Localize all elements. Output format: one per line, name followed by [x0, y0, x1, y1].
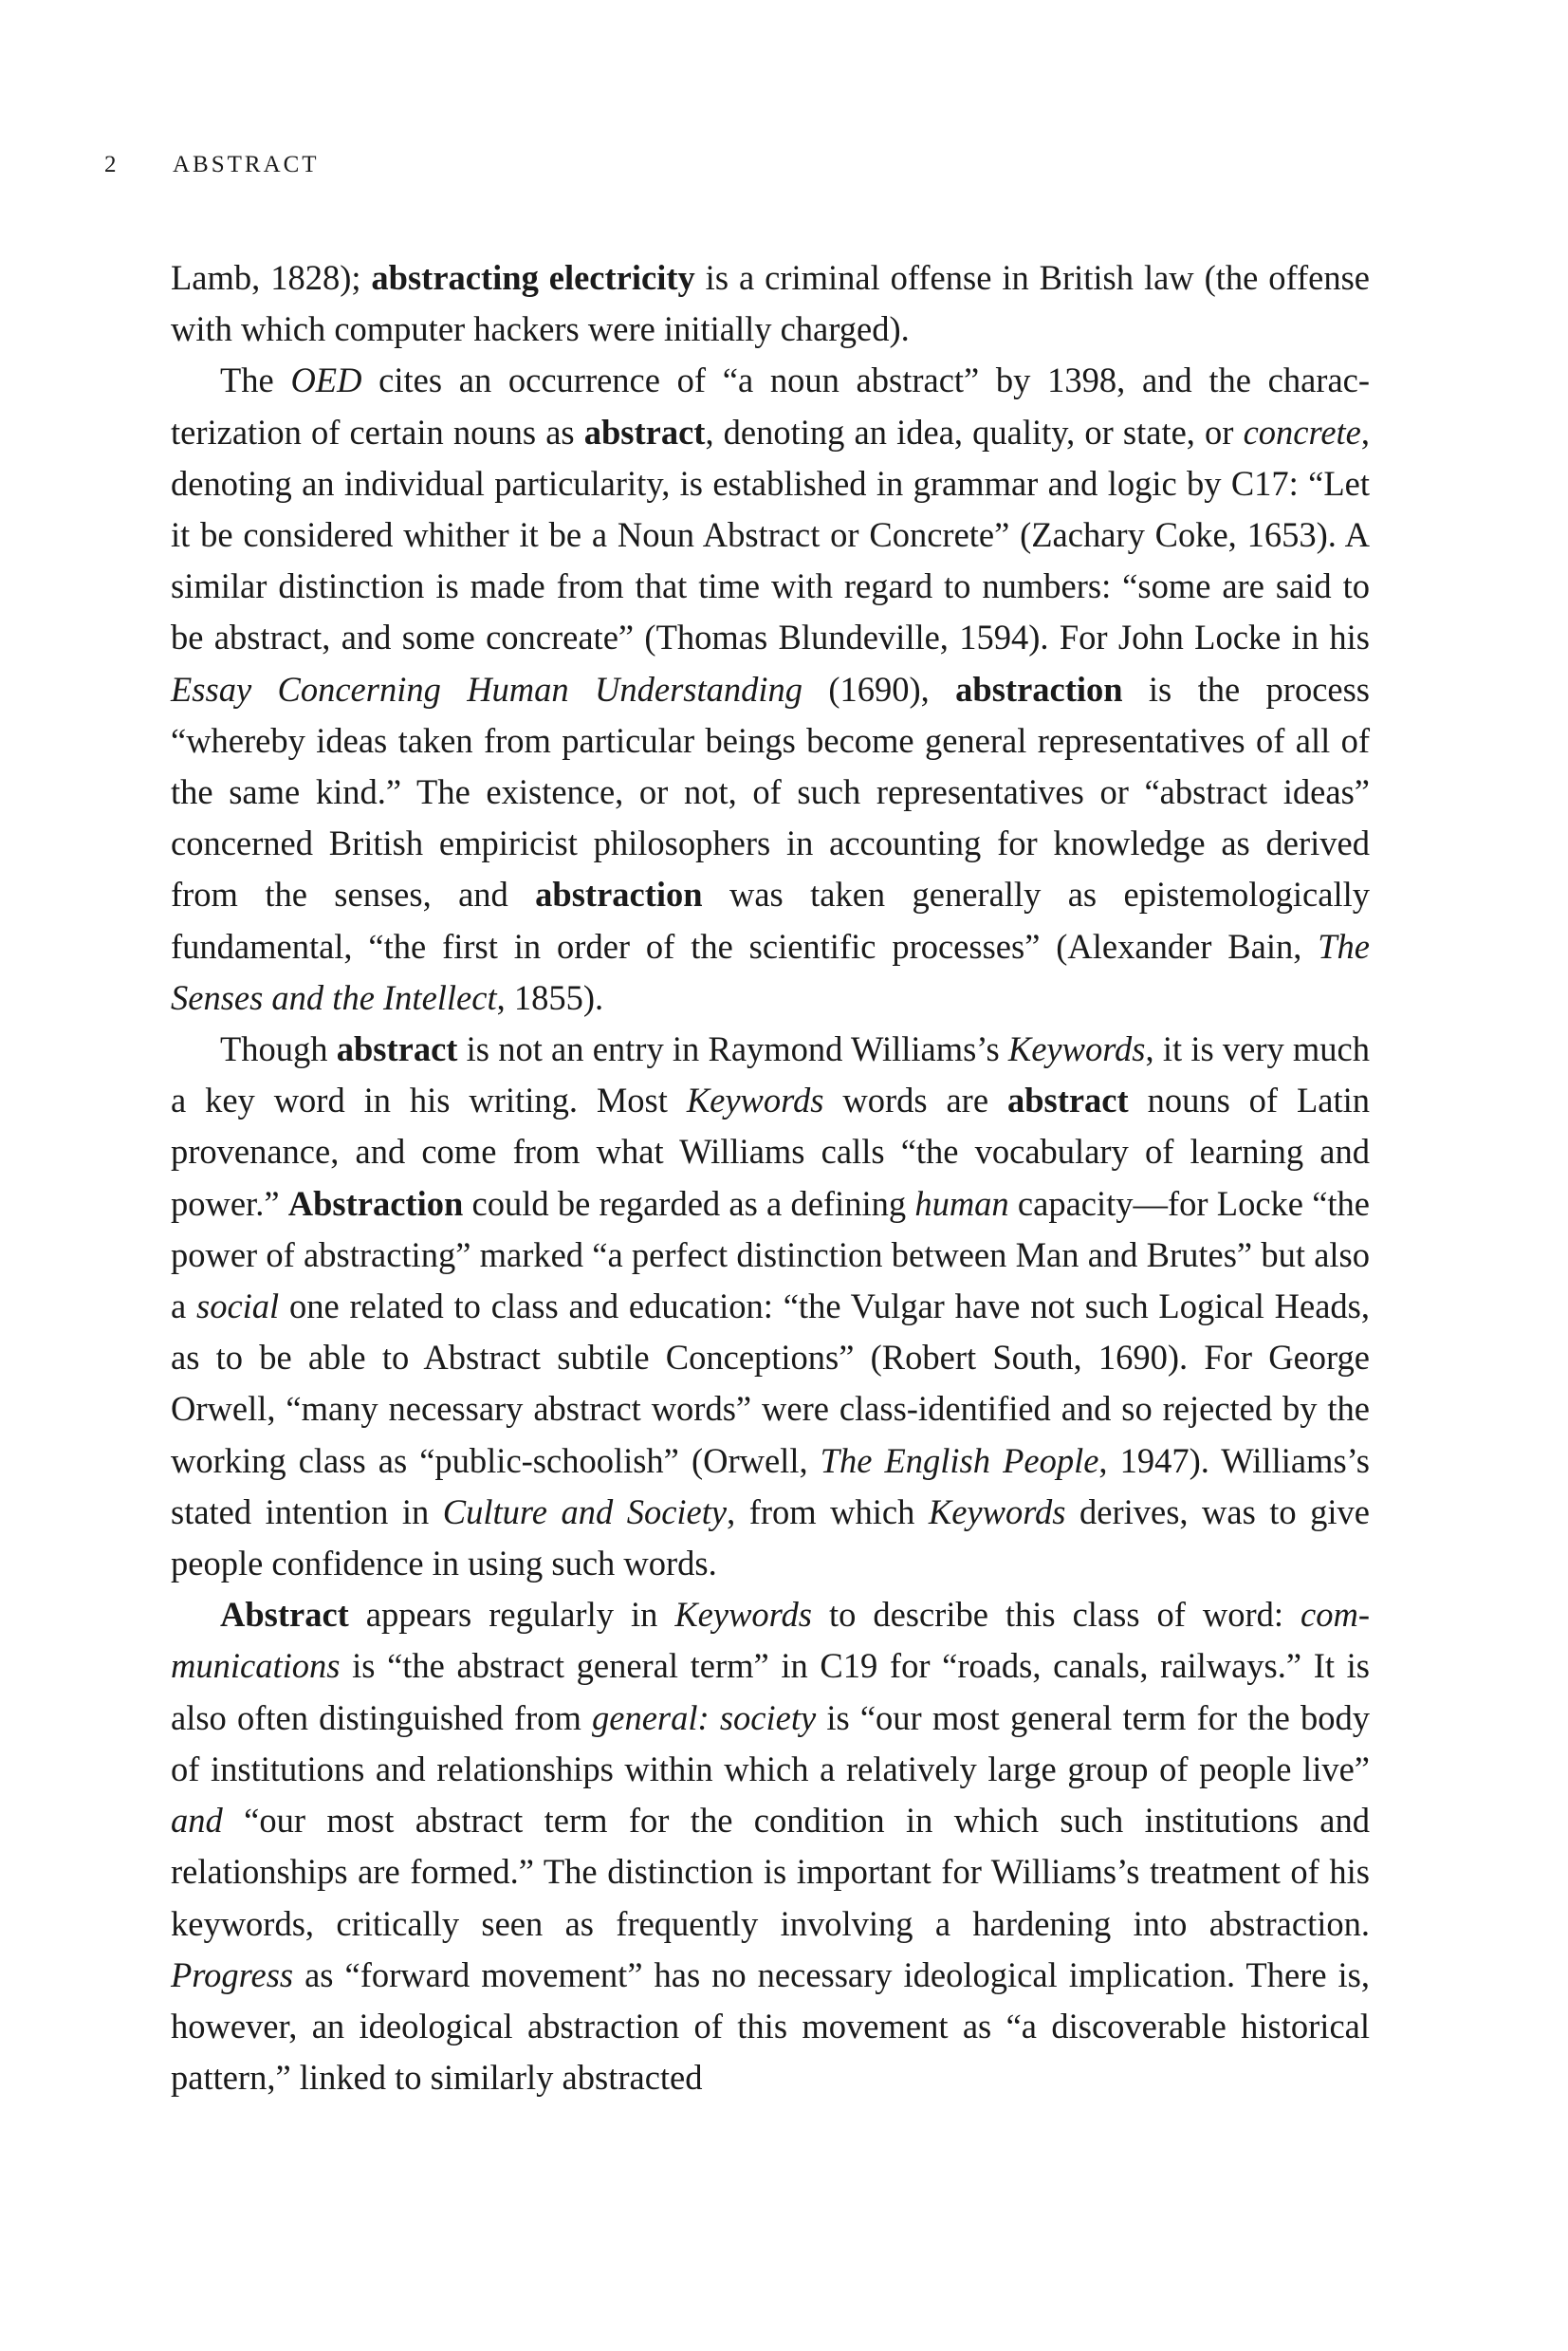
text-run: capacity—for Locke “the power of abstracting” marked “a perfect distinction between Man and Brutes” but also a [171, 1183, 1371, 1326]
text-run: one related to class and education: “the Vulgar have not such Logical Heads, as to be able to Abstract subtile Conceptions” (Robert South, 1690). For George Orwell, “many necessary abstract words” were class-identified and so rejected by the working class as “public-schoolish” (Orwell, [171, 1287, 1371, 1480]
italic-term: human [914, 1183, 1009, 1223]
italic-term: and [171, 1801, 223, 1841]
text-run: is not an entry in Raymond Williams’s [457, 1029, 1008, 1069]
text-run: is “our most general term for the body of institutions and relationships within which a relatively large group of people live” [171, 1697, 1370, 1788]
text-run: words are [823, 1081, 1007, 1120]
italic-term: Keywords [1007, 1029, 1146, 1069]
italic-term: Progress [171, 1954, 294, 1994]
text-run: cites an occurrence of “a noun abstract” by 1398, and the characterization of certain nouns as [171, 361, 1370, 452]
text-run: was taken generally as epistemologically fundamental, “the first in order of the scientific processes” (Alexander Bain, [171, 875, 1370, 966]
text-run: Though [220, 1029, 337, 1069]
bold-term: abstracting electricity [371, 258, 695, 297]
italic-term: Culture and Society [442, 1491, 728, 1531]
italic-term: Keywords [686, 1081, 824, 1120]
bold-term: abstraction [955, 669, 1123, 709]
italic-term: The English People [820, 1440, 1099, 1480]
text-run: appears regularly in [348, 1595, 675, 1635]
paragraph [171, 1589, 1370, 2103]
paragraph [171, 355, 1370, 1024]
text-run: as “forward movement” has no necessary ideological implication. There is, however, an ideological abstraction of this movement as “a discoverable historical pattern,” linked to similarly abstracted [171, 1954, 1370, 2098]
bold-term: Abstract [220, 1595, 349, 1635]
text-run: to describe this class of word: [811, 1595, 1301, 1635]
text-run: is “the abstract general term” in C19 for “roads, canals, railways.” It is also often distinguished from [171, 1646, 1370, 1737]
text-run: , 1947). Williams’s stated intention in [171, 1440, 1370, 1531]
bold-term: abstraction [535, 875, 703, 915]
text-run: “our most abstract term for the condition in which such institutions and relationships are formed.” The distinction is important for Williams’s treatment of his keywords, critically seen as frequently involving a hardening into abstraction. [171, 1801, 1370, 1943]
bold-term: abstract [1006, 1081, 1129, 1120]
text-run: could be regarded as a defining [463, 1183, 915, 1223]
italic-term: Essay Concerning Human Understanding [171, 669, 803, 709]
text-run: derives, was to give people confidence in using such words. [171, 1491, 1371, 1583]
text-run: , denoting an individual particularity, is established in grammar and logic by C17: “Let it be considered whither it be a Noun Abstract or Concrete” (Zachary Coke, 1653). A similar distinction is made from that time with regard to numbers: “some are said to be abstract, and some concreate” (Thomas Blundeville, 1594). For John Locke in his [171, 412, 1370, 657]
bold-term: abstract [336, 1029, 458, 1069]
body-text [171, 252, 1370, 2103]
italic-term: communications [171, 1595, 1371, 1686]
text-run: The [220, 361, 291, 400]
italic-term: Keywords [928, 1491, 1066, 1531]
running-title: ABSTRACT [173, 152, 320, 177]
text-run: Lamb, 1828); [171, 258, 372, 297]
italic-term: OED [290, 361, 362, 400]
text-run: is a criminal offense in British law (the offense with which computer hackers were initially charged). [171, 258, 1371, 349]
italic-term: The Senses and the Intellect [171, 926, 1370, 1017]
italic-term: general: society [592, 1697, 817, 1737]
bold-term: Abstraction [287, 1183, 464, 1223]
bold-term: abstract [583, 412, 706, 452]
text-run: (1690), [802, 669, 956, 709]
text-run: , 1855). [496, 977, 604, 1017]
text-run: nouns of Latin provenance, and come from what Williams calls “the vocabulary of learning and power.” [171, 1081, 1371, 1223]
italic-term: concrete [1243, 412, 1361, 452]
running-head [104, 152, 320, 178]
text-run: , it is very much a key word in his writing. Most [171, 1029, 1371, 1120]
text-run: is the process “whereby ideas taken from particular beings become general representatives of all of the same kind.” The existence, or not, of such representatives or “abstract ideas” concerned British empiricist philosophers in accounting for knowledge as derived from the senses, and [171, 669, 1371, 915]
text-run: , from which [727, 1491, 929, 1531]
paragraph [171, 252, 1370, 355]
italic-term: social [196, 1287, 280, 1326]
paragraph [171, 1024, 1370, 1589]
page-number: 2 [104, 152, 117, 177]
text-run: , denoting an idea, quality, or state, or [705, 412, 1244, 452]
italic-term: Keywords [674, 1595, 812, 1635]
